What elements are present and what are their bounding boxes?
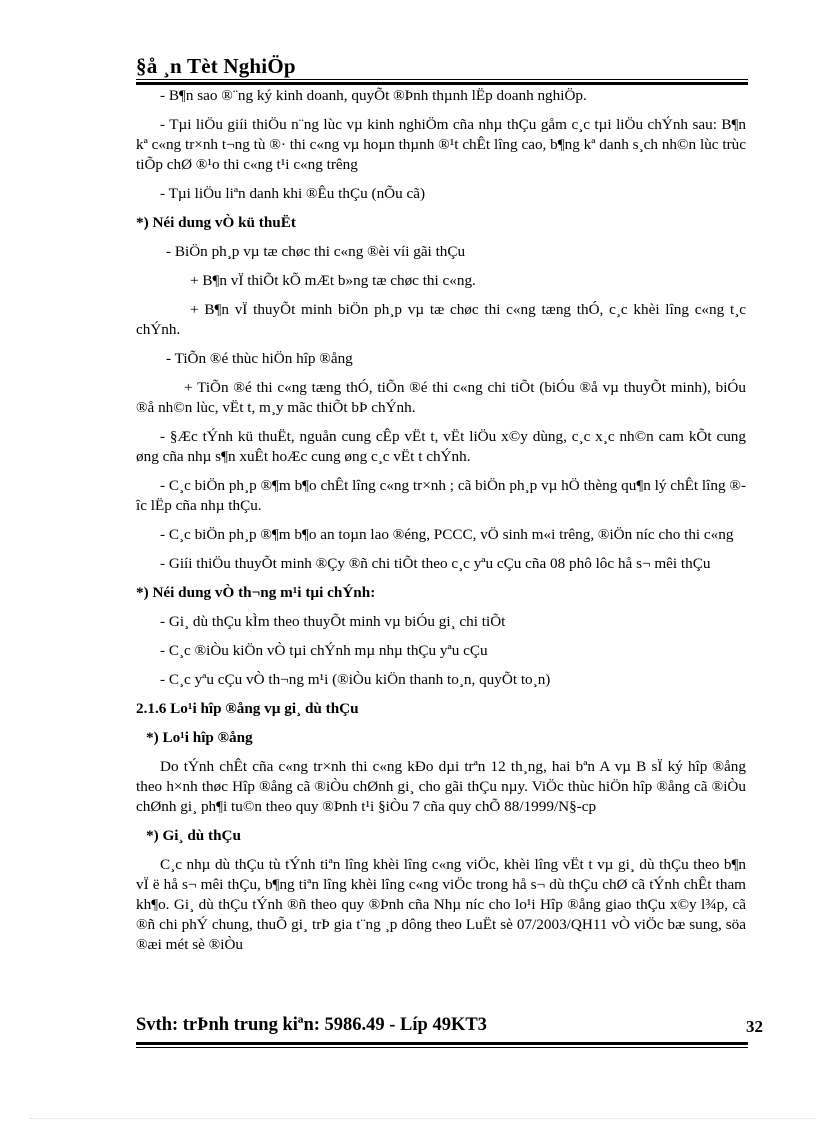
paragraph-bid-price-body: C¸c nhµ dù thÇu tù tÝnh tiªn lîng khèi lîng c«ng viÖc, khèi lîng vËt t vµ gi¸ dù thÇu theo b¶n vÏ ë hå s¬ mêi thÇu, b¶ng tiªn lîng khèi lîng c«ng viÖc trong hå s¬ dù thÇu chØ cã tÝnh chÊt tham kh¶o. Gi¸ dù thÇu tÝnh ®ñ theo quy ®Þnh cña Nhµ níc cho lo¹i Hîp ®ång giao thÇu x©y l¾p, cã ®ñ chi phÝ chung, thuÕ gi¸ trÞ gia t¨ng ¸p dông theo LuËt sè 07/2003/QH11 vÒ viÖc bæ sung, söa ®æi mét sè ®iÒu [136,856,746,953]
footer-student-info: Svth: trÞnh trung kiªn: 5986.49 - Líp 49KT3 [136,1015,487,1035]
paragraph-business-registration: - B¶n sao ®¨ng ký kinh doanh, quyÕt ®Þnh thµnh lËp doanh nghiÖp. [160,87,587,104]
paragraph-safety-measures: - C¸c biÖn ph¸p ®¶m b¶o an toµn lao ®éng, PCCC, vÖ sinh m«i trêng, ®iÖn níc cho thi c«ng [160,526,734,543]
paragraph-joint-venture: - Tµi liÖu liªn danh khi ®Êu thÇu (nÕu cã) [160,185,426,202]
list-item-commercial-requirements: - C¸c yªu cÇu vÒ th¬ng m¹i (®iÒu kiÖn thanh to¸n, quyÕt to¸n) [160,671,551,688]
heading-contract-type: *) Lo¹i hîp ®ång [146,729,253,746]
header-rule-thin [136,79,748,80]
heading-technical-content: *) Néi dung vÒ kü thuËt [136,214,296,231]
paragraph-construction-methods: - BiÖn ph¸p vµ tæ chøc thi c«ng ®èi víi gãi thÇu [166,243,466,260]
document-body [136,86,746,964]
paragraph-material-specs: - §Æc tÝnh kü thuËt, nguån cung cÊp vËt t, vËt liÖu x©y dùng, c¸c x¸c nh©n cam kÕt cung øng cña nhµ s¶n xuÊt hoÆc cung øng c¸c vËt t chÝnh. [136,428,746,465]
paragraph-site-layout-drawing: + B¶n vÏ thiÕt kÕ mÆt b»ng tæ chøc thi c«ng. [190,272,476,289]
footer-rule-thin [136,1047,748,1048]
paragraph-contract-type-body: Do tÝnh chÊt cña c«ng tr×nh thi c«ng kÐo dµi trªn 12 th¸ng, hai bªn A vµ B sÏ ký hîp ®ång theo h×nh thøc Hîp ®ång cã ®iÒu chØnh gi¸ cho gãi thÇu nµy. ViÖc thùc hiÖn hîp ®ång cã ®iÒu chØnh gi¸ ph¶i tu©n theo quy ®Þnh t¹i §iÒu 7 cña quy chÕ 88/1999/N§-cp [136,758,746,815]
page-number: 32 [746,1017,763,1036]
document-header-title: §å ¸n Tèt NghiÖp [136,54,296,78]
section-heading-2-1-6: 2.1.6 Lo¹i hîp ®ång vµ gi¸ dù thÇu [136,700,359,717]
list-item-bid-price: - Gi¸ dù thÇu kÌm theo thuyÕt minh vµ biÓu gi¸ chi tiÕt [160,613,506,630]
paragraph-schedule-details: + TiÕn ®é thi c«ng tæng thÓ, tiÕn ®é thi c«ng chi tiÕt (biÓu ®å vµ thuyÕt minh), biÓu ®å nh©n lùc, vËt t, m¸y mãc thiÕt bÞ chÝnh. [136,379,746,416]
heading-bid-price: *) Gi¸ dù thÇu [146,827,241,844]
paragraph-method-description: + B¶n vÏ thuyÕt minh biÖn ph¸p vµ tæ chøc thi c«ng tæng thÓ, c¸c khèi lîng c«ng t¸c chÝnh. [136,301,746,338]
list-item-financial-conditions: - C¸c ®iÒu kiÖn vÒ tµi chÝnh mµ nhµ thÇu yªu cÇu [160,642,488,659]
footer-rule-thick [136,1042,748,1045]
paragraph-contract-schedule: - TiÕn ®é thùc hiÖn hîp ®ång [166,350,353,367]
heading-commercial-financial: *) Néi dung vÒ th¬ng m¹i tµi chÝnh: [136,584,376,601]
paragraph-detailed-explanation: - Giíi thiÖu thuyÕt minh ®Çy ®ñ chi tiÕt theo c¸c yªu cÇu cña 08 phô lôc hå s¬ mêi thÇu [160,555,711,572]
header-rule-thick [136,82,748,85]
paragraph-quality-assurance: - C¸c biÖn ph¸p ®¶m b¶o chÊt lîng c«ng tr×nh ; cã biÖn ph¸p vµ hÖ thèng qu¶n lý chÊt lîng ®îc lËp cña nhµ thÇu. [136,477,746,514]
paragraph-capability-documents: - Tµi liÖu giíi thiÖu n¨ng lùc vµ kinh nghiÖm cña nhµ thÇu gåm c¸c tµi liÖu chÝnh sau: B¶n kª c«ng tr×nh t¬ng tù ®· thi c«ng vµ hoµn thµnh ®¹t chÊt lîng cao, b¶ng kª danh s¸ch nh©n lùc trùc tiÕp chØ ®¹o thi c«ng t¹i c«ng trêng [136,116,746,173]
page-edge-divider [30,1118,816,1119]
